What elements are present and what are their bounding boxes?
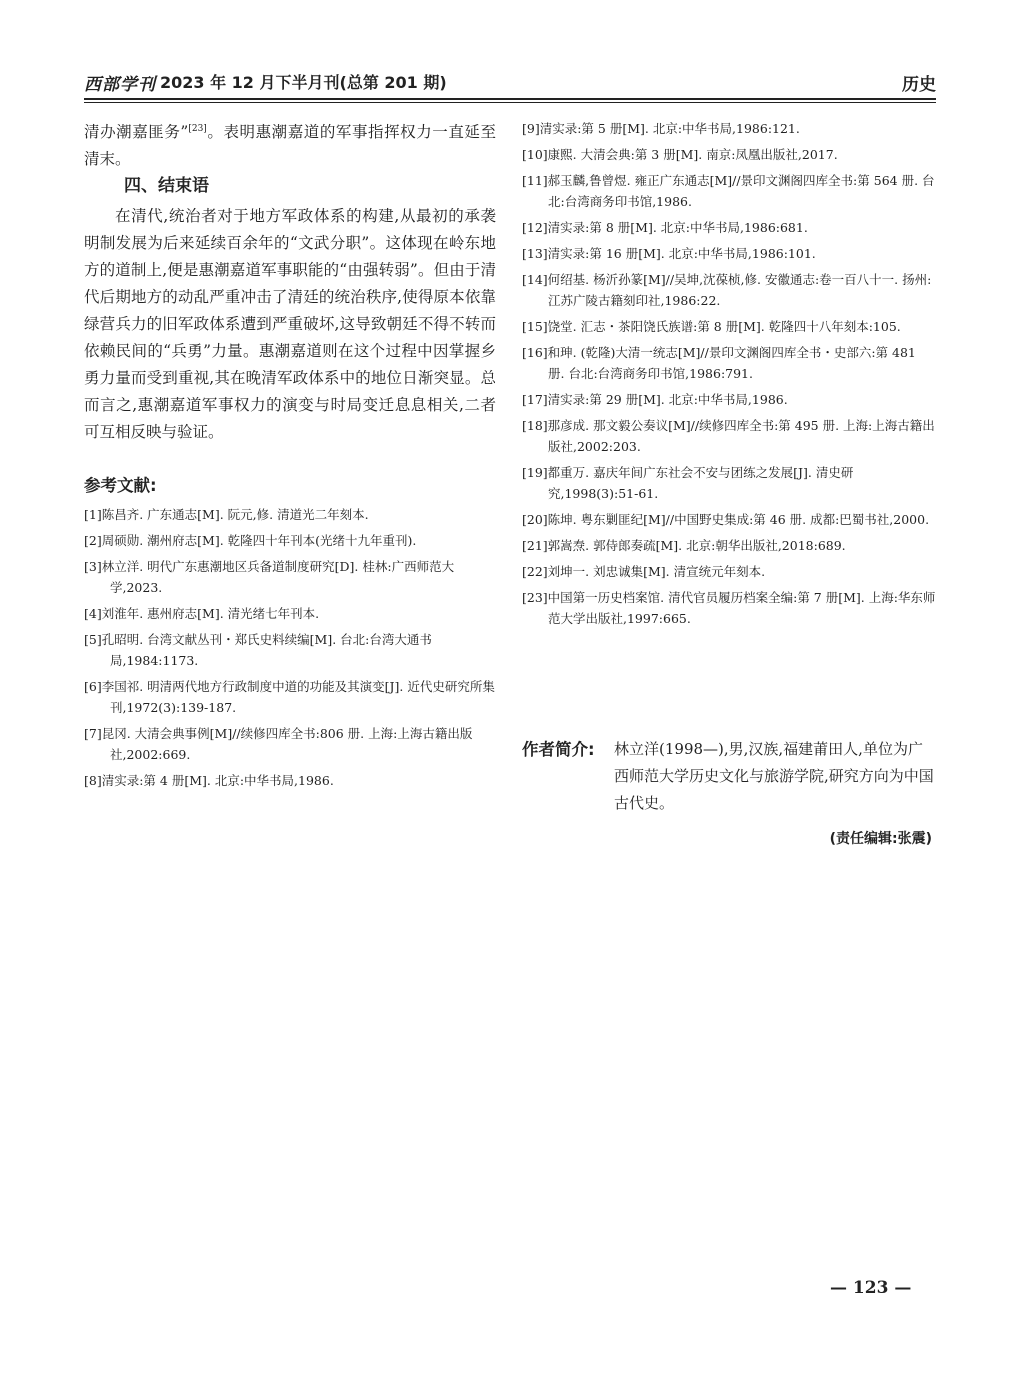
running-header (84, 70, 936, 96)
section-label: 历史 (902, 75, 936, 95)
right-column (522, 118, 936, 634)
intro-rest: 。表明惠潮嘉道的军事指挥权力一直延至清末。 (84, 123, 496, 169)
intro-text: 清办潮嘉匪务” (84, 123, 189, 142)
reference-list-right (522, 118, 936, 629)
header-rule (84, 98, 936, 100)
reference-item: [1]陈昌齐. 广东通志[M]. 阮元,修. 清道光二年刻本. (84, 507, 369, 523)
reference-item: [22]刘坤一. 刘忠诚集[M]. 清宣统元年刻本. (522, 564, 766, 579)
references-heading: 参考文献: (84, 476, 157, 496)
reference-item: [20]陈坤. 粤东剿匪纪[M]//中国野史集成:第 46 册. 成都:巴蜀书社,2000. (522, 512, 930, 527)
conclusion-paragraph: 在清代,统治者对于地方军政体系的构建,从最初的承袭明制发展为后来延续百余年的“文武分职”。这体现在岭东地方的道制上,便是惠潮嘉道军事职能的“由强转弱”。但由于清代后期地方的动乱严重冲击了清廷的统治秩序,使得原本依靠绿营兵力的旧军政体系遭到严重破坏,这导致朝廷不得不转而依赖民间的“兵勇”力量。惠潮嘉道则在这个过程中因掌握乡勇力量而受到重视,其在晚清军政体系中的地位日渐突显。总而言之,惠潮嘉道军事权力的演变与时局变迁息息相关,二者可互相反映与验证。 (84, 207, 496, 442)
reference-item: [9]清实录:第 5 册[M]. 北京:中华书局,1986:121. (522, 121, 800, 136)
reference-item: [16]和珅. (乾隆)大清一统志[M]//景印文渊阁四库全书・史部六:第 481 册. 台北:台湾商务印书馆,1986:791. (522, 345, 916, 381)
reference-item: [15]饶堂. 汇志・茶阳饶氏族谱:第 8 册[M]. 乾隆四十八年刻本:105. (522, 319, 901, 334)
reference-item: [10]康熙. 大清会典:第 3 册[M]. 南京:凤凰出版社,2017. (522, 147, 838, 162)
reference-item: [17]清实录:第 29 册[M]. 北京:中华书局,1986. (522, 392, 788, 407)
issue-info: 2023 年 12 月下半月刊(总第 201 期) (160, 73, 447, 92)
author-bio-label: 作者简介: (522, 740, 595, 759)
reference-item: [21]郭嵩焘. 郭侍郎奏疏[M]. 北京:朝华出版社,2018:689. (522, 538, 846, 553)
journal-logo: 西部学刊 (84, 75, 156, 95)
reference-item: [5]孔昭明. 台湾文献丛刊・郑氏史料续编[M]. 台北:台湾大通书局,1984:1173. (84, 632, 432, 669)
reference-item: [7]昆冈. 大清会典事例[M]//续修四库全书:806 册. 上海:上海古籍出版社,2002:669. (84, 726, 473, 763)
author-bio-text: 林立洋(1998—),男,汉族,福建莆田人,单位为广西师范大学历史文化与旅游学院,研究方向为中国古代史。 (614, 740, 934, 812)
header-rule-thin (84, 102, 936, 103)
reference-item: [2]周硕勋. 潮州府志[M]. 乾隆四十年刊本(光绪十九年重刊). (84, 533, 417, 549)
section-heading: 四、结束语 (124, 176, 209, 197)
reference-item: [14]何绍基. 杨沂孙篆[M]//吴坤,沈葆桢,修. 安徽通志:卷一百八十一. 扬州:江苏广陵古籍刻印社,1986:22. (522, 272, 932, 308)
intro-paragraph (84, 116, 496, 173)
reference-item: [12]清实录:第 8 册[M]. 北京:中华书局,1986:681. (522, 220, 808, 235)
citation-mark: [23] (188, 124, 207, 134)
reference-item: [13]清实录:第 16 册[M]. 北京:中华书局,1986:101. (522, 246, 816, 261)
reference-item: [11]郝玉麟,鲁曾煜. 雍正广东通志[M]//景印文渊阁四库全书:第 564 册. 台北:台湾商务印书馆,1986. (522, 173, 935, 209)
reference-item: [4]刘淮年. 惠州府志[M]. 清光绪七年刊本. (84, 606, 320, 622)
reference-item: [3]林立洋. 明代广东惠潮地区兵备道制度研究[D]. 桂林:广西师范大学,2023. (84, 559, 455, 596)
reference-list-left (84, 504, 496, 791)
reference-item: [23]中国第一历史档案馆. 清代官员履历档案全编:第 7 册[M]. 上海:华东师范大学出版社,1997:665. (522, 590, 936, 626)
reference-item: [8]清实录:第 4 册[M]. 北京:中华书局,1986. (84, 773, 334, 789)
page-number: — 123 — (830, 1278, 912, 1298)
reference-item: [19]都重万. 嘉庆年间广东社会不安与团练之发展[J]. 清史研究,1998(3):51-61. (522, 465, 854, 501)
reference-item: [6]李国祁. 明清两代地方行政制度中道的功能及其演变[J]. 近代史研究所集刊,1972(3):139-187. (84, 679, 495, 716)
editor-credit: (责任编辑:张震) (829, 831, 932, 847)
left-column (84, 116, 496, 796)
reference-item: [18]那彦成. 那文毅公奏议[M]//续修四库全书:第 495 册. 上海:上海古籍出版社,2002:203. (522, 418, 935, 454)
author-bio (522, 736, 936, 847)
